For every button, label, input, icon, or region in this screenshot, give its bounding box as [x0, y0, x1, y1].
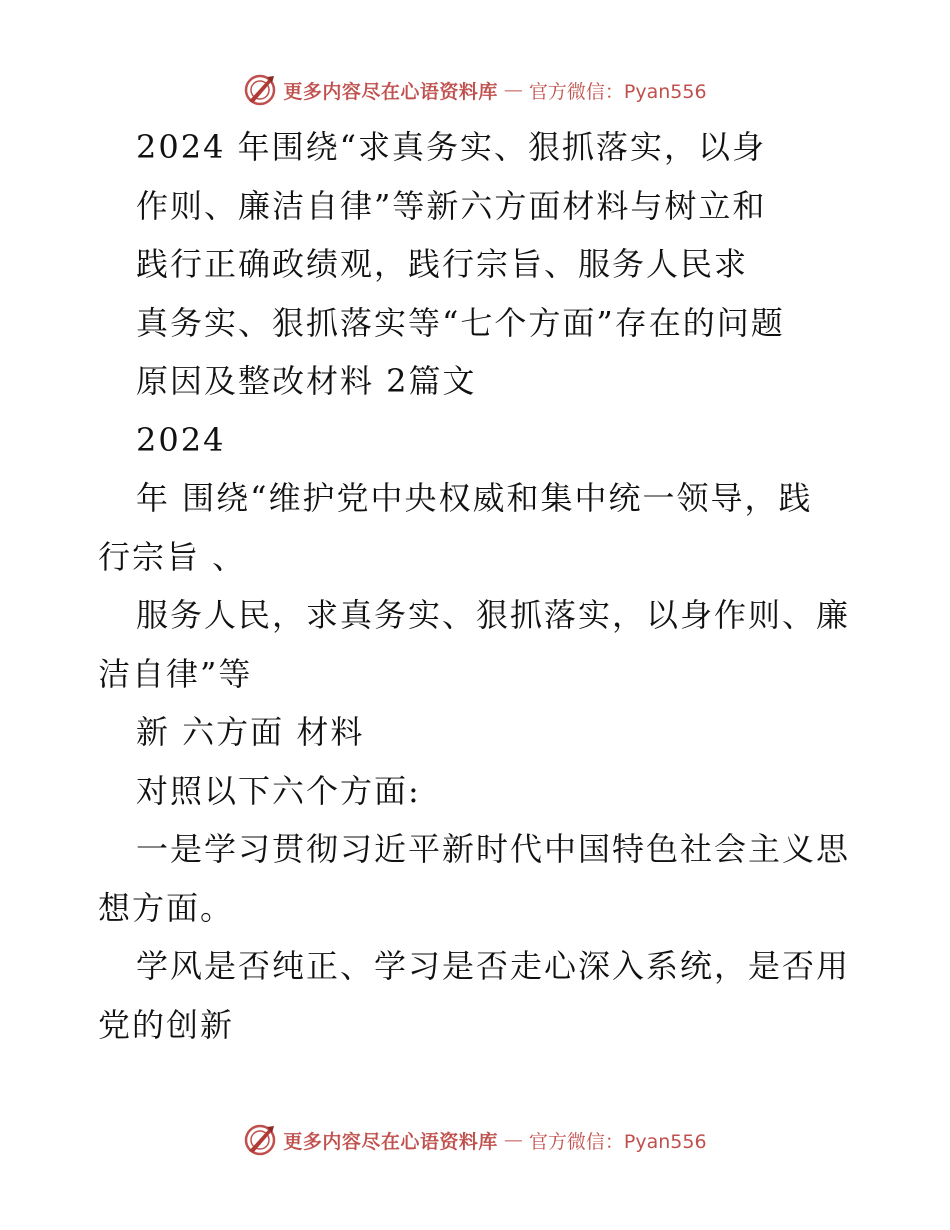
document-line: 党的创新 [98, 1005, 235, 1044]
document-line: 2024 [136, 420, 226, 459]
document-line: 一是学习贯彻习近平新时代中国特色社会主义思 [136, 830, 851, 868]
document-line: 年 围绕“维护党中央权威和集中统一领导，践 [136, 479, 813, 517]
document-line: 行宗旨 、 [98, 537, 247, 576]
document-line: 对照以下六个方面: [136, 771, 421, 810]
document-body [98, 118, 858, 1054]
document-line: 作则、廉洁自律”等新六方面材料与树立和 [136, 186, 767, 225]
banner-main-text: 更多内容尽在心语资料库 [283, 1130, 498, 1153]
banner-contact: 官方微信：Pyan556 [528, 1130, 707, 1153]
document-line: 服务人民，求真务实、狠抓落实，以身作则、廉 [136, 596, 851, 634]
document-line: 新 六方面 材料 [136, 713, 365, 751]
footer-watermark-banner [0, 1120, 950, 1160]
document-line: 真务实、狠抓落实等“七个方面”存在的问题 [136, 303, 785, 342]
document-line: 2024 年围绕“求真务实、狠抓落实，以身 [136, 128, 766, 166]
quill-seal-logo-icon [243, 73, 277, 107]
document-line: 想方面。 [98, 888, 235, 927]
header-watermark-banner [0, 70, 950, 110]
banner-contact: 官方微信：Pyan556 [528, 80, 707, 103]
banner-separator: — [503, 79, 523, 101]
document-line: 原因及整改材料 2篇文 [136, 362, 477, 400]
quill-seal-logo-icon [243, 1123, 277, 1157]
document-line: 学风是否纯正、学习是否走心深入系统，是否用 [136, 947, 851, 985]
banner-separator: — [503, 1129, 523, 1151]
banner-main-text: 更多内容尽在心语资料库 [283, 80, 498, 103]
document-line: 洁自律”等 [98, 654, 253, 693]
document-line: 践行正确政绩观，践行宗旨、服务人民求 [136, 245, 749, 283]
